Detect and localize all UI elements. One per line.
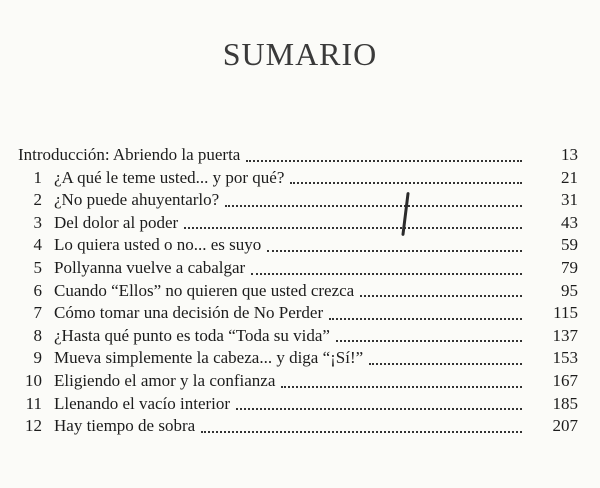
entry-number: 4 [33,235,42,255]
entry-title: Llenando el vacío interior [54,393,231,413]
entry-page: 153 [552,348,578,368]
dot-leader [360,295,522,297]
entry-title: Cuando “Ellos” no quieren que usted crezca [54,280,355,300]
page-title: SUMARIO [222,36,378,72]
entry-page: 13 [561,145,578,164]
toc-entry [18,257,578,280]
entry-number: 11 [25,393,42,413]
dot-leader [267,250,522,252]
entry-page: 207 [552,416,578,436]
toc-entry [18,393,578,416]
toc-entry [18,325,578,348]
entry-title: Lo quiera usted o no... es suyo [54,235,262,255]
entry-title: Pollyanna vuelve a cabalgar [54,257,246,277]
dot-leader [236,408,522,410]
dot-leader [329,318,522,320]
entry-page: 43 [561,212,578,232]
entry-number: 2 [33,190,42,210]
entry-number: 5 [33,257,42,277]
entry-page: 79 [561,257,578,277]
entry-title: Cómo tomar una decisión de No Perder [54,303,324,323]
entry-page: 185 [552,393,578,413]
dot-leader [290,182,522,184]
entry-title: ¿No puede ahuyentarlo? [54,190,220,210]
entry-title: ¿Hasta qué punto es toda “Toda su vida” [54,325,330,345]
entry-title: Del dolor al poder [54,212,179,232]
entry-page: 137 [552,325,578,345]
toc-entry [18,280,578,303]
entry-number: 7 [33,303,42,323]
dot-leader [246,160,522,162]
toc-entry [18,415,578,438]
entry-number: 12 [25,416,42,436]
entry-title: Mueva simplemente la cabeza... y diga “¡Sí!” [54,348,364,368]
toc-entry [18,189,578,212]
entry-page: 167 [552,370,578,390]
dot-leader [225,205,522,207]
table-of-contents [18,144,578,438]
entry-title: Hay tiempo de sobra [54,416,196,436]
entry-number: 6 [33,280,42,300]
toc-entry [18,167,578,190]
dot-leader [251,273,522,275]
entry-number: 8 [33,325,42,345]
entry-page: 59 [561,235,578,255]
entry-title: ¿A qué le teme usted... y por qué? [54,167,285,187]
entry-number: 9 [33,348,42,368]
toc-entry [18,234,578,257]
entry-number: 10 [25,370,42,390]
entry-number: 1 [33,167,42,187]
dot-leader [184,227,522,229]
entry-page: 115 [553,303,578,323]
dot-leader [336,340,522,342]
toc-entry [18,370,578,393]
entry-page: 21 [561,167,578,187]
dot-leader [281,386,522,388]
entry-page: 95 [561,280,578,300]
dot-leader [369,363,522,365]
entry-number: 3 [33,212,42,232]
dot-leader [201,431,522,433]
entry-title: Eligiendo el amor y la confianza [54,370,276,390]
toc-entry [18,302,578,325]
entry-title: Introducción: Abriendo la puerta [18,145,241,164]
toc-entry [18,212,578,235]
toc-entry-intro [18,144,578,167]
entry-page: 31 [561,190,578,210]
toc-entry [18,347,578,370]
